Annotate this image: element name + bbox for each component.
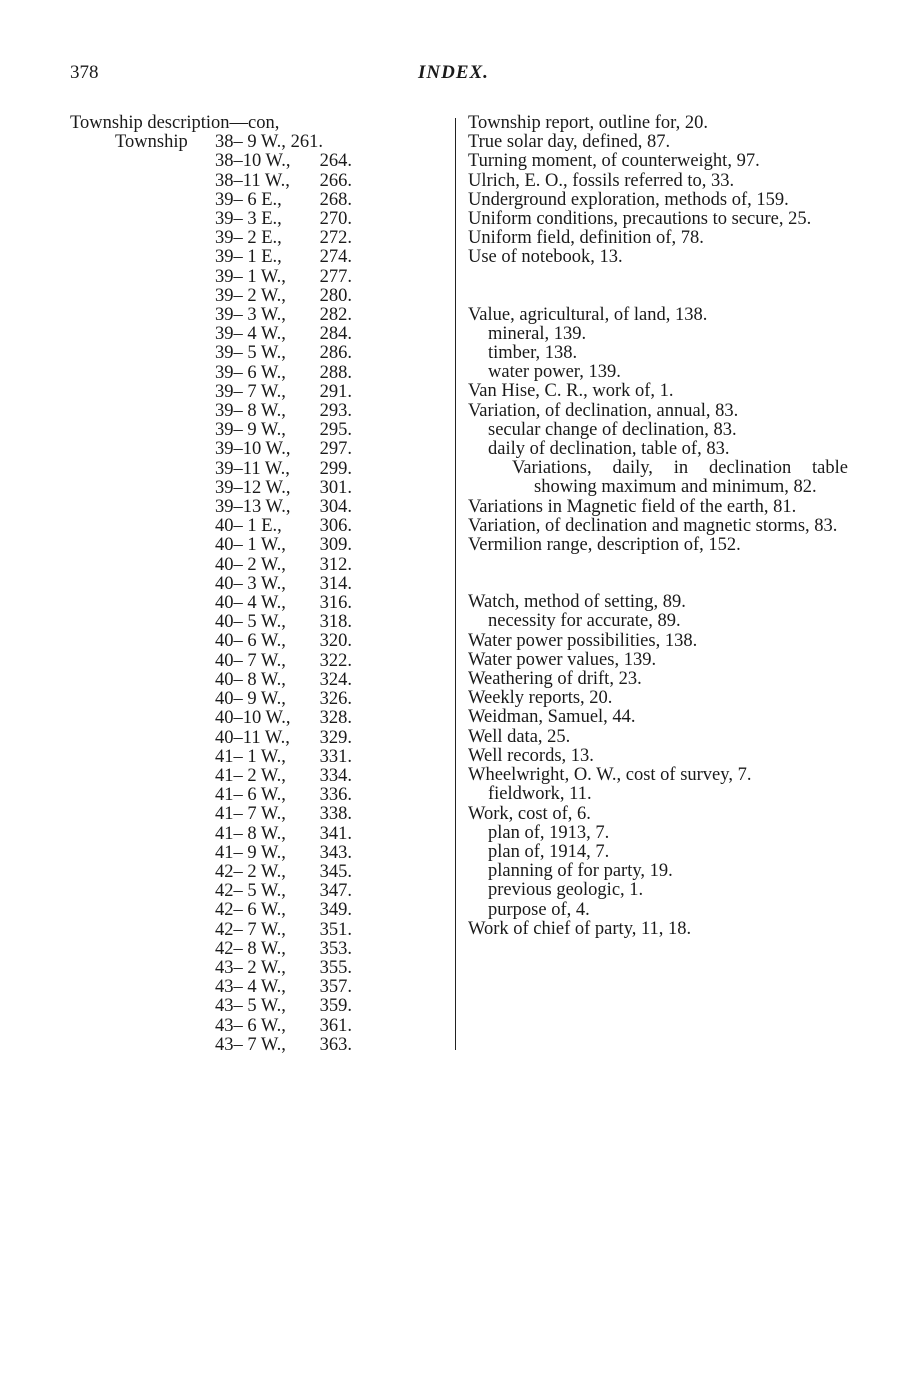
township-page: 355. [319, 957, 352, 978]
township-entry [70, 767, 440, 786]
index-entry: Township report, outline for, 20. [468, 113, 708, 133]
index-subentry: mineral, 139. [488, 323, 587, 344]
township-page: 309. [319, 535, 352, 556]
township-page: 322. [319, 650, 352, 671]
township-code: 39– 5 W., [215, 343, 286, 364]
running-head: INDEX. [418, 62, 489, 83]
township-code: 41– 9 W., [215, 842, 286, 863]
index-entry: Variation, of declination, annual, 83. [468, 400, 739, 421]
township-entry [70, 613, 440, 632]
township-code: 40– 4 W., [215, 593, 286, 614]
township-code: 42– 5 W., [215, 881, 286, 902]
township-code: 43– 5 W., [215, 996, 286, 1017]
township-page: 334. [319, 765, 352, 786]
township-list [70, 152, 440, 1055]
township-code: 43– 4 W., [215, 977, 286, 998]
township-page: 341. [319, 823, 352, 844]
township-code: 42– 2 W., [215, 861, 286, 882]
township-page: 299. [319, 458, 352, 479]
township-code: 39– 2 W., [215, 285, 286, 306]
township-entry [70, 959, 440, 978]
township-page: 261. [290, 132, 323, 153]
township-page: 274. [319, 247, 352, 268]
township-page: 357. [319, 977, 352, 998]
township-entry [70, 440, 440, 459]
township-entry [70, 191, 440, 210]
township-entry [70, 709, 440, 728]
index-entry: Work, cost of, 6. [468, 803, 591, 824]
township-entry [70, 498, 440, 517]
index-subentry: plan of, 1914, 7. [488, 841, 610, 862]
group-spacer [468, 555, 848, 593]
township-code: 42– 7 W., [215, 919, 286, 940]
township-entry [70, 921, 440, 940]
township-entry [70, 748, 440, 767]
index-subentry: water power, 139. [488, 362, 621, 383]
township-page: 304. [319, 497, 352, 518]
township-entry [70, 479, 440, 498]
index-entry: Water power values, 139. [468, 649, 657, 670]
township-entry [70, 383, 440, 402]
township-entry [70, 536, 440, 555]
township-code: 38–10 W., [215, 151, 291, 172]
township-code: 41– 6 W., [215, 785, 286, 806]
township-page: 336. [319, 785, 352, 806]
township-first-entry [70, 133, 440, 152]
township-page: 324. [319, 669, 352, 690]
township-page: 347. [319, 881, 352, 902]
township-entry [70, 248, 440, 267]
township-page: 363. [319, 1034, 352, 1055]
township-page: 329. [319, 727, 352, 748]
township-page: 282. [319, 305, 352, 326]
index-entry: Vermilion range, description of, 152. [468, 535, 741, 556]
township-page: 272. [319, 228, 352, 249]
township-entry [70, 287, 440, 306]
township-page: 351. [319, 919, 352, 940]
township-entry [70, 268, 440, 287]
township-code: 42– 6 W., [215, 900, 286, 921]
township-page: 345. [319, 861, 352, 882]
township-code: 40– 5 W., [215, 612, 286, 633]
township-page: 328. [319, 708, 352, 729]
index-subentry: secular change of declination, 83. [488, 419, 737, 440]
township-page: 314. [319, 573, 352, 594]
township-page: 359. [319, 996, 352, 1017]
index-entry: Weidman, Samuel, 44. [468, 707, 636, 728]
index-subentry: daily of declination, table of, 83. [488, 439, 730, 460]
township-code: 39– 4 W., [215, 324, 286, 345]
township-code: 40– 9 W., [215, 689, 286, 710]
township-entry [70, 594, 440, 613]
township-page: 312. [319, 554, 352, 575]
township-code: 40– 6 W., [215, 631, 286, 652]
township-page: 268. [319, 189, 352, 210]
township-page: 295. [319, 420, 352, 441]
township-entry [70, 1017, 440, 1036]
index-group-w [468, 593, 848, 939]
index-entry: Turning moment, of counterweight, 97. [468, 151, 760, 172]
township-code: 39– 2 E., [215, 228, 282, 249]
township-code: 40– 1 E., [215, 516, 282, 537]
township-page: 306. [319, 516, 352, 537]
township-page: 320. [319, 631, 352, 652]
index-entry: Variation, of declination and magnetic storms, 83. [468, 515, 838, 536]
township-code: 40– 8 W., [215, 669, 286, 690]
index-entry: True solar day, defined, 87. [468, 132, 671, 153]
index-group-t-u [468, 114, 848, 268]
township-code: 39– 3 E., [215, 209, 282, 230]
township-code: 43– 6 W., [215, 1015, 286, 1036]
township-entry [70, 940, 440, 959]
township-code: 43– 2 W., [215, 957, 286, 978]
township-entry [70, 344, 440, 363]
township-page: 266. [319, 170, 352, 191]
township-page: 349. [319, 900, 352, 921]
township-code: 40– 7 W., [215, 650, 286, 671]
township-page: 297. [319, 439, 352, 460]
township-entry [70, 632, 440, 651]
index-entry: Van Hise, C. R., work of, 1. [468, 381, 674, 402]
township-code: 39– 3 W., [215, 305, 286, 326]
township-page: 277. [319, 266, 352, 287]
township-entry [70, 364, 440, 383]
index-entry: Ulrich, E. O., fossils referred to, 33. [468, 170, 735, 191]
index-entry: Work of chief of party, 11, 18. [468, 918, 692, 939]
township-code: 41– 2 W., [215, 765, 286, 786]
township-entry [70, 997, 440, 1016]
township-page: 284. [319, 324, 352, 345]
township-entry [70, 152, 440, 171]
township-entry [70, 460, 440, 479]
township-entry [70, 729, 440, 748]
index-entry: Uniform conditions, precautions to secure, 25. [468, 209, 812, 230]
township-label: Township [115, 132, 188, 153]
township-code: 39–12 W., [215, 477, 291, 498]
township-code: 39– 6 W., [215, 362, 286, 383]
township-code: 39–10 W., [215, 439, 291, 460]
township-code: 38– 9 W., [215, 132, 286, 153]
township-page: 270. [319, 209, 352, 230]
township-page: 316. [319, 593, 352, 614]
township-page: 264. [319, 151, 352, 172]
group-spacer [468, 268, 848, 306]
township-code: 39–11 W., [215, 458, 290, 479]
index-entry: Wheelwright, O. W., cost of survey, 7. [468, 765, 752, 786]
index-subentry: purpose of, 4. [488, 899, 590, 920]
township-page: 291. [319, 381, 352, 402]
township-entry [70, 1036, 440, 1055]
index-entry: Variations, daily, in declination table showing maximum and minimum, 82. [512, 458, 848, 498]
index-entry: Weekly reports, 20. [468, 688, 613, 709]
township-page: 338. [319, 804, 352, 825]
township-entry [70, 652, 440, 671]
township-code: 38–11 W., [215, 170, 290, 191]
township-page: 301. [319, 477, 352, 498]
township-entry [70, 421, 440, 440]
index-entry: Underground exploration, methods of, 159. [468, 189, 789, 210]
township-entry [70, 978, 440, 997]
township-code: 40–11 W., [215, 727, 290, 748]
township-code: 43– 7 W., [215, 1034, 286, 1055]
township-entry [70, 690, 440, 709]
index-subentry: timber, 138. [488, 343, 578, 364]
index-entry: Weathering of drift, 23. [468, 669, 642, 690]
township-entry [70, 229, 440, 248]
township-code: 41– 8 W., [215, 823, 286, 844]
township-code: 40– 2 W., [215, 554, 286, 575]
left-column [70, 114, 440, 1055]
index-group-v [468, 306, 848, 556]
page-number: 378 [70, 62, 99, 83]
index-entry: Use of notebook, 13. [468, 247, 623, 268]
township-entry [70, 901, 440, 920]
index-entry: Variations in Magnetic field of the earth, 81. [468, 496, 797, 517]
township-page: 326. [319, 689, 352, 710]
index-subentry: plan of, 1913, 7. [488, 822, 610, 843]
township-code: 39– 1 W., [215, 266, 286, 287]
township-page: 318. [319, 612, 352, 633]
township-page: 353. [319, 938, 352, 959]
township-entry [70, 306, 440, 325]
index-subentry: previous geologic, 1. [488, 880, 644, 901]
index-subentry: planning of for party, 19. [488, 861, 673, 882]
township-code: 39– 8 W., [215, 401, 286, 422]
index-entry: Well records, 13. [468, 745, 594, 766]
township-entry [70, 825, 440, 844]
township-entry [70, 575, 440, 594]
township-page: 343. [319, 842, 352, 863]
township-code: 39–13 W., [215, 497, 291, 518]
township-entry [70, 863, 440, 882]
right-column [468, 114, 848, 939]
index-entry: Value, agricultural, of land, 138. [468, 304, 708, 325]
index-entry: Water power possibilities, 138. [468, 630, 698, 651]
township-entry [70, 172, 440, 191]
township-entry [70, 517, 440, 536]
township-code: 40– 1 W., [215, 535, 286, 556]
township-entry [70, 210, 440, 229]
township-description-heading: Township description—con, [70, 113, 280, 133]
township-code: 39– 7 W., [215, 381, 286, 402]
township-entry [70, 844, 440, 863]
township-page: 361. [319, 1015, 352, 1036]
township-code: 41– 7 W., [215, 804, 286, 825]
township-code: 41– 1 W., [215, 746, 286, 767]
township-page: 286. [319, 343, 352, 364]
township-entry [70, 805, 440, 824]
township-code: 40– 3 W., [215, 573, 286, 594]
index-subentry: fieldwork, 11. [488, 784, 592, 805]
column-divider [455, 118, 456, 1050]
index-subentry: necessity for accurate, 89. [488, 611, 681, 632]
township-code: 39– 9 W., [215, 420, 286, 441]
township-entry [70, 556, 440, 575]
index-entry: Watch, method of setting, 89. [468, 592, 686, 613]
township-entry [70, 671, 440, 690]
township-entry [70, 882, 440, 901]
township-code: 40–10 W., [215, 708, 291, 729]
township-code: 39– 6 E., [215, 189, 282, 210]
township-code: 39– 1 E., [215, 247, 282, 268]
township-code: 42– 8 W., [215, 938, 286, 959]
index-entry: Well data, 25. [468, 726, 571, 747]
township-page: 288. [319, 362, 352, 383]
township-page: 331. [319, 746, 352, 767]
township-entry [70, 325, 440, 344]
township-entry [70, 786, 440, 805]
index-entry: Uniform field, definition of, 78. [468, 228, 704, 249]
township-page: 280. [319, 285, 352, 306]
township-page: 293. [319, 401, 352, 422]
township-entry [70, 402, 440, 421]
